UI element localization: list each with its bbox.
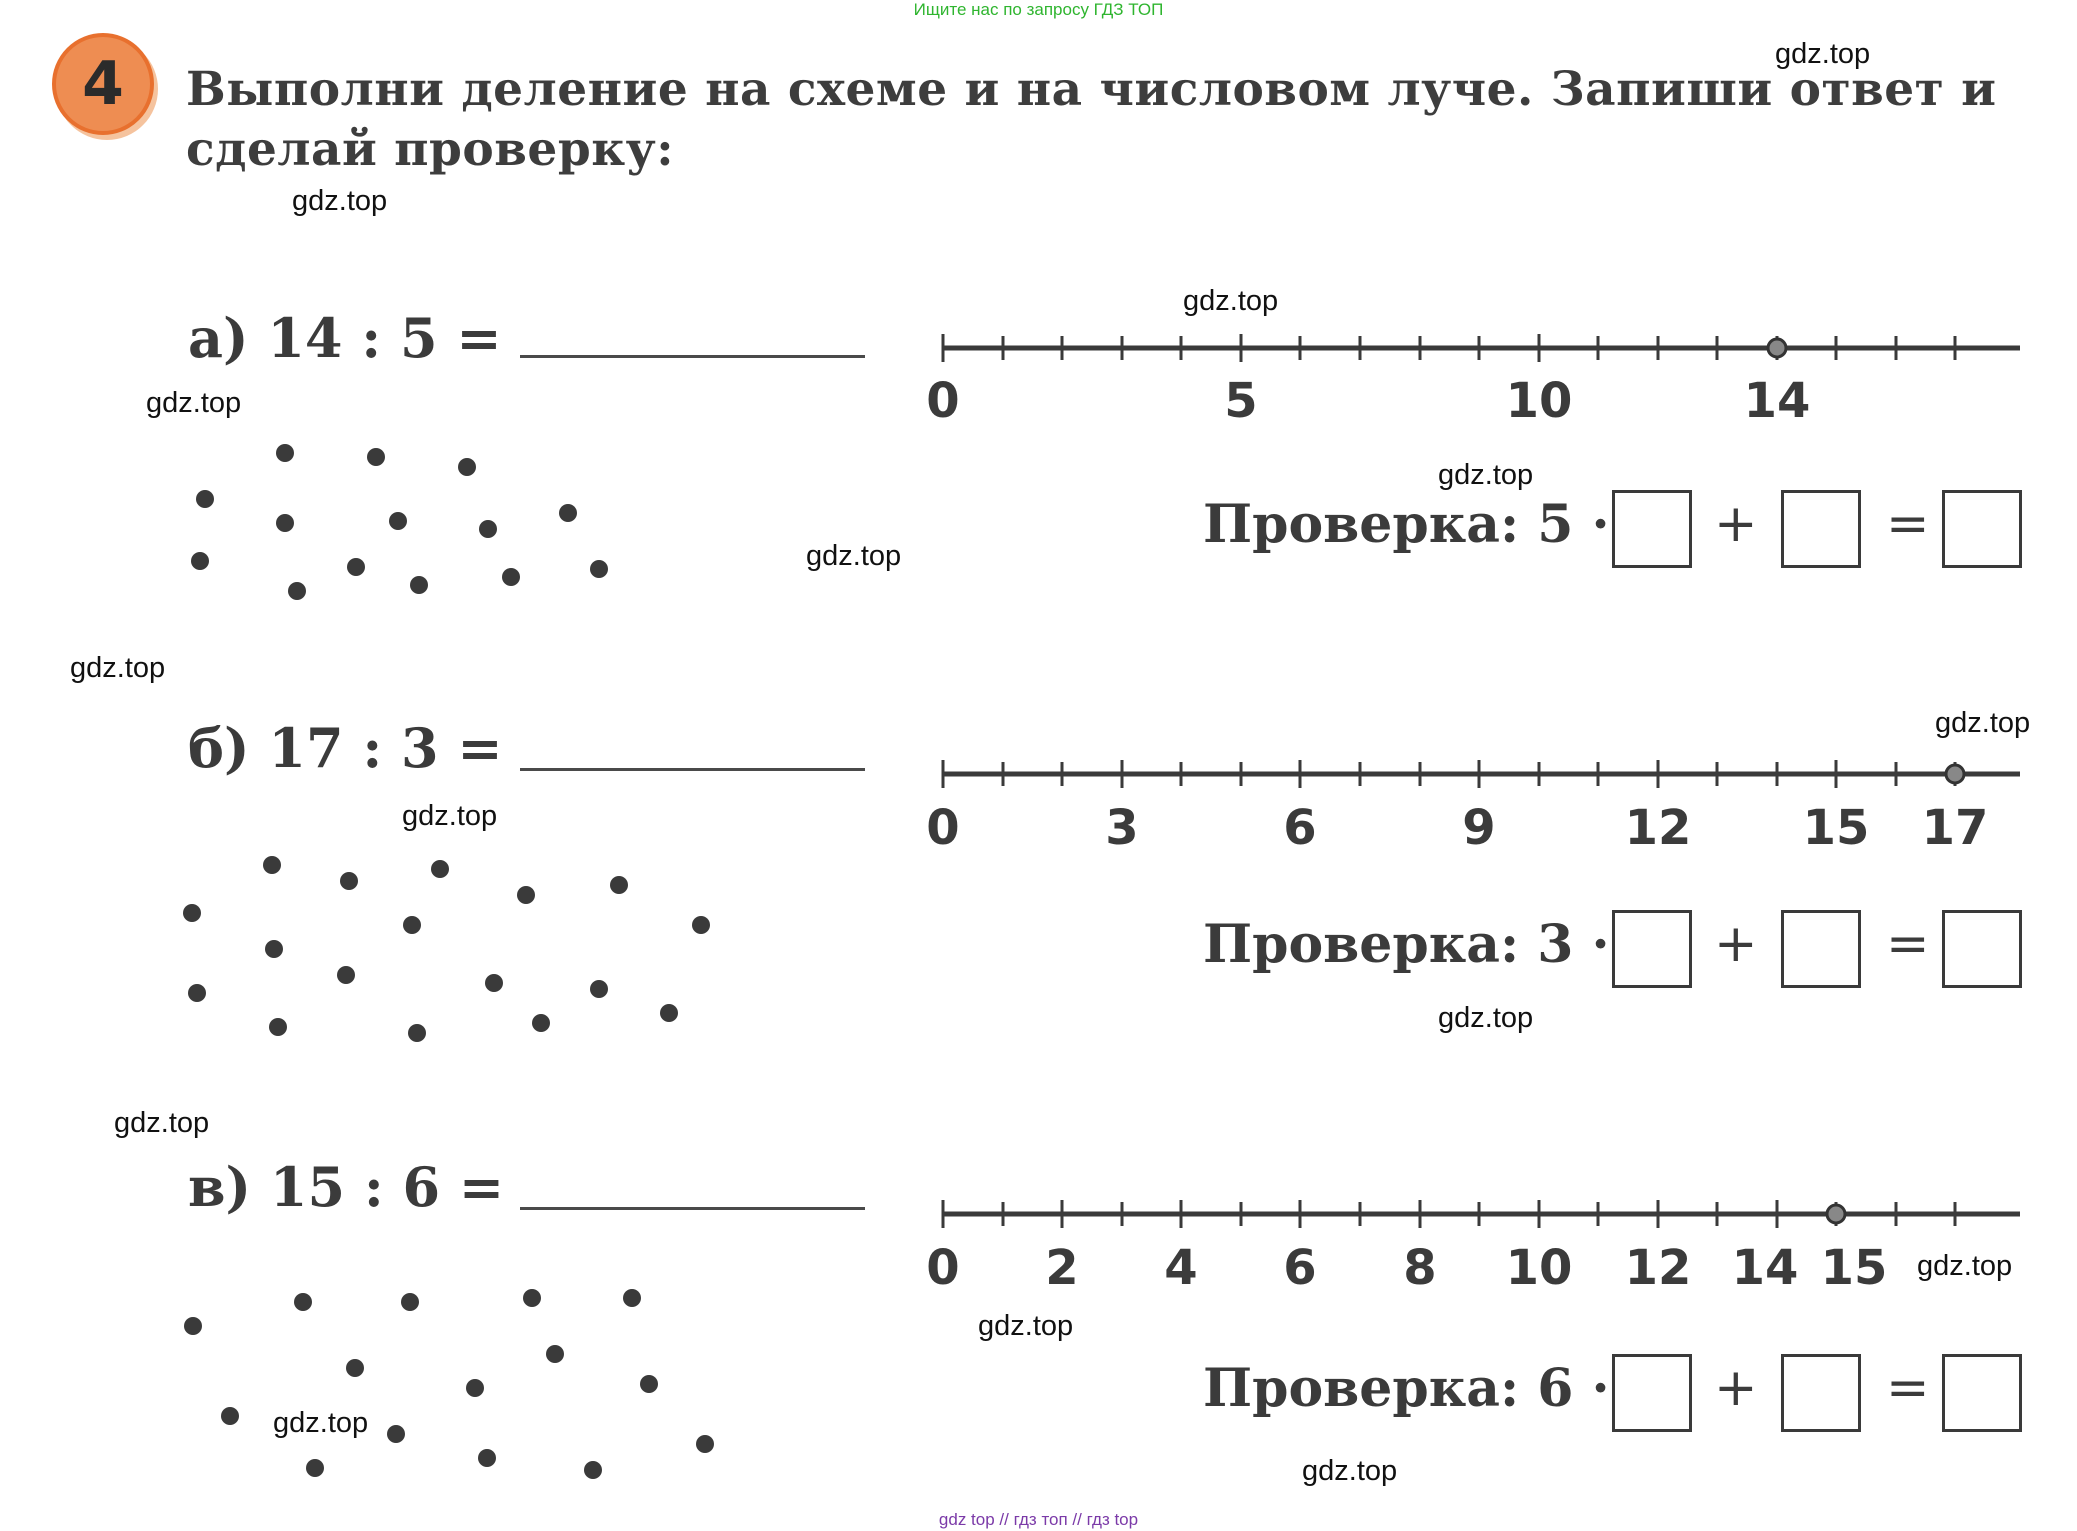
check-box-1-c[interactable] <box>1612 1354 1692 1432</box>
tick-label: 12 <box>1624 1240 1692 1296</box>
dot-scheme-c <box>175 1285 715 1485</box>
endpoint-marker-c <box>1827 1205 1845 1223</box>
answer-line-a[interactable] <box>520 355 865 358</box>
watermark: gdz.top <box>146 387 242 419</box>
check-label-c: Проверка: 6 · <box>1203 1358 1610 1419</box>
plus-sign: + <box>1714 914 1758 974</box>
watermark: gdz.top <box>1438 459 1534 491</box>
tick-label: 14 <box>1743 373 1811 429</box>
check-box-3-b[interactable] <box>1942 910 2022 988</box>
number-line-b <box>920 748 2030 868</box>
check-box-1-b[interactable] <box>1612 910 1692 988</box>
task-number: 4 <box>82 49 124 119</box>
equals-sign: = <box>1886 494 1930 554</box>
tick-label: 6 <box>1283 800 1317 856</box>
watermark: gdz.top <box>1935 707 2031 739</box>
expr-a: а) 14 : 5 = <box>188 306 502 370</box>
endpoint-marker-a <box>1768 339 1786 357</box>
check-label-b: Проверка: 3 · <box>1203 914 1610 975</box>
check-label-a: Проверка: 5 · <box>1203 494 1610 555</box>
check-box-2-c[interactable] <box>1781 1354 1861 1432</box>
equals-sign: = <box>1886 1358 1930 1418</box>
watermark: gdz.top <box>1917 1250 2013 1282</box>
equals-sign: = <box>1886 914 1930 974</box>
bottom-banner[interactable]: gdz top // гдз топ // гдз top <box>938 1510 1139 1529</box>
tick-label: 17 <box>1921 800 1989 856</box>
dot-scheme-a <box>180 430 640 610</box>
tick-label: 12 <box>1624 800 1692 856</box>
check-box-2-b[interactable] <box>1781 910 1861 988</box>
answer-line-c[interactable] <box>520 1207 865 1210</box>
tick-label: 3 <box>1105 800 1139 856</box>
check-box-3-c[interactable] <box>1942 1354 2022 1432</box>
task-text: Выполни деление на схеме и на числовом луче. Запиши ответ и сделай проверку: <box>186 62 1997 177</box>
watermark: gdz.top <box>1302 1455 1398 1487</box>
watermark: gdz.top <box>273 1407 369 1439</box>
dot-scheme-b <box>175 850 715 1050</box>
tick-label: 14 <box>1731 1240 1799 1296</box>
tick-label: 6 <box>1283 1240 1317 1296</box>
watermark: gdz.top <box>1183 285 1279 317</box>
plus-sign: + <box>1714 1358 1758 1418</box>
watermark: gdz.top <box>806 540 902 572</box>
tick-label: 15 <box>1820 1240 1888 1296</box>
tick-label: 0 <box>926 800 960 856</box>
tick-label: 15 <box>1802 800 1870 856</box>
task-number-badge <box>52 33 154 135</box>
tick-label: 4 <box>1164 1240 1198 1296</box>
tick-label: 5 <box>1224 373 1258 429</box>
watermark: gdz.top <box>402 800 498 832</box>
answer-line-b[interactable] <box>520 768 865 771</box>
tick-label: 10 <box>1505 1240 1573 1296</box>
tick-label: 8 <box>1403 1240 1437 1296</box>
check-box-3-a[interactable] <box>1942 490 2022 568</box>
watermark: gdz.top <box>114 1107 210 1139</box>
tick-label: 0 <box>926 373 960 429</box>
expr-b: б) 17 : 3 = <box>188 716 503 780</box>
watermark: gdz.top <box>1775 38 1871 70</box>
check-box-1-a[interactable] <box>1612 490 1692 568</box>
expr-c: в) 15 : 6 = <box>188 1155 505 1219</box>
tick-label: 2 <box>1045 1240 1079 1296</box>
number-line-a <box>920 320 2030 440</box>
top-banner[interactable]: Ищите нас по запросу ГДЗ ТОП <box>913 0 1164 19</box>
endpoint-marker-b <box>1946 765 1964 783</box>
tick-label: 10 <box>1505 373 1573 429</box>
watermark: gdz.top <box>1438 1002 1534 1034</box>
watermark: gdz.top <box>978 1310 1074 1342</box>
tick-label: 0 <box>926 1240 960 1296</box>
tick-label: 9 <box>1462 800 1496 856</box>
watermark: gdz.top <box>292 185 388 217</box>
number-line-c <box>920 1188 2030 1308</box>
watermark: gdz.top <box>70 652 166 684</box>
check-box-2-a[interactable] <box>1781 490 1861 568</box>
plus-sign: + <box>1714 494 1758 554</box>
